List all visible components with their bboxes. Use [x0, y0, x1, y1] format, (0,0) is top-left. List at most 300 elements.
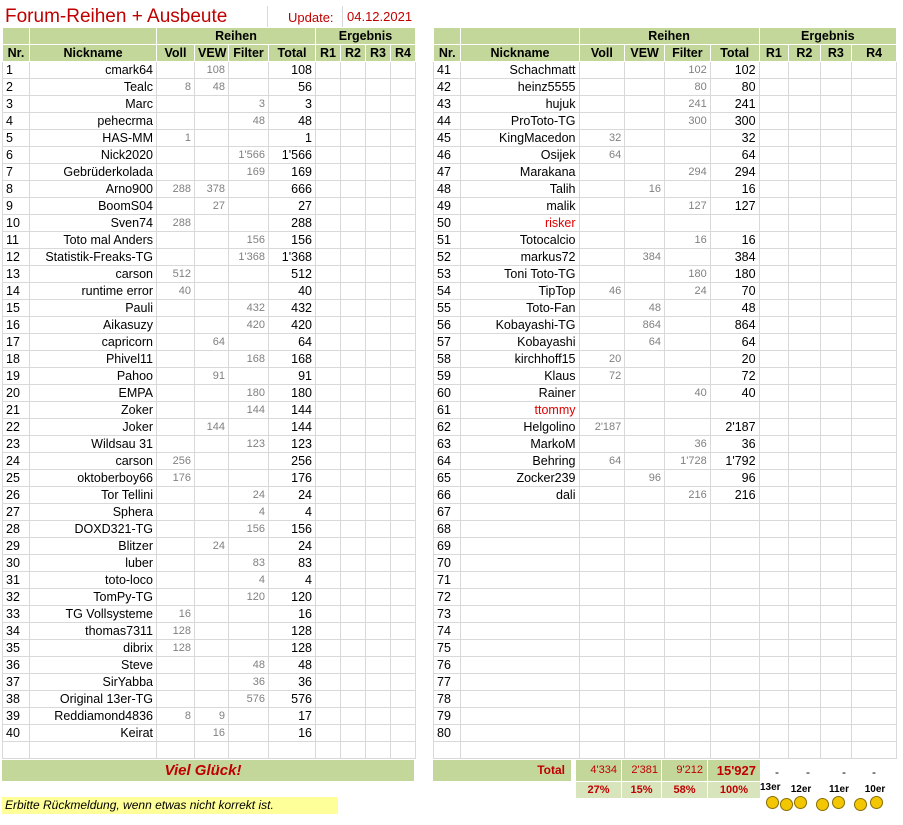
nickname-cell[interactable]: Gebrüderkolada: [30, 164, 157, 181]
r3-cell[interactable]: [366, 62, 391, 79]
voll-cell[interactable]: [157, 555, 195, 572]
r4-cell[interactable]: [852, 181, 897, 198]
row-number[interactable]: 22: [3, 419, 30, 436]
voll-cell[interactable]: [579, 232, 625, 249]
row-number[interactable]: 30: [3, 555, 30, 572]
filter-cell[interactable]: 4: [229, 572, 269, 589]
r1-cell[interactable]: [316, 419, 341, 436]
nickname-cell[interactable]: dibrix: [30, 640, 157, 657]
row-number[interactable]: 36: [3, 657, 30, 674]
row-number[interactable]: 55: [434, 300, 461, 317]
r2-cell[interactable]: [341, 725, 366, 742]
nickname-cell[interactable]: Sphera: [30, 504, 157, 521]
r4-cell[interactable]: [852, 436, 897, 453]
r2-cell[interactable]: [341, 402, 366, 419]
r4-cell[interactable]: [852, 96, 897, 113]
empty-cell[interactable]: [391, 742, 416, 759]
nickname-cell[interactable]: [461, 708, 579, 725]
total-cell[interactable]: 180: [710, 266, 759, 283]
filter-cell[interactable]: [664, 606, 710, 623]
total-cell[interactable]: 169: [269, 164, 316, 181]
nickname-cell[interactable]: ttommy: [461, 402, 579, 419]
filter-cell[interactable]: 420: [229, 317, 269, 334]
filter-cell[interactable]: 123: [229, 436, 269, 453]
row-number[interactable]: 78: [434, 691, 461, 708]
nickname-cell[interactable]: Steve: [30, 657, 157, 674]
voll-cell[interactable]: [579, 725, 625, 742]
r4-cell[interactable]: [852, 691, 897, 708]
voll-cell[interactable]: [157, 164, 195, 181]
total-cell[interactable]: 56: [269, 79, 316, 96]
r1-cell[interactable]: [316, 589, 341, 606]
total-cell[interactable]: 1'792: [710, 453, 759, 470]
empty-cell[interactable]: [30, 742, 157, 759]
nickname-cell[interactable]: Zoker: [30, 402, 157, 419]
total-cell[interactable]: [710, 708, 759, 725]
voll-cell[interactable]: [157, 113, 195, 130]
r2-cell[interactable]: [341, 300, 366, 317]
r3-cell[interactable]: [820, 419, 852, 436]
r1-cell[interactable]: [316, 198, 341, 215]
r4-cell[interactable]: [852, 62, 897, 79]
row-number[interactable]: 49: [434, 198, 461, 215]
filter-cell[interactable]: [664, 691, 710, 708]
voll-cell[interactable]: 128: [157, 623, 195, 640]
r1-cell[interactable]: [759, 504, 789, 521]
nickname-cell[interactable]: TipTop: [461, 283, 579, 300]
voll-cell[interactable]: [579, 623, 625, 640]
r4-cell[interactable]: [391, 249, 416, 266]
total-cell[interactable]: 2'187: [710, 419, 759, 436]
vew-cell[interactable]: [625, 232, 665, 249]
r4-cell[interactable]: [852, 538, 897, 555]
vew-cell[interactable]: [625, 606, 665, 623]
row-number[interactable]: 41: [434, 62, 461, 79]
vew-cell[interactable]: [625, 283, 665, 300]
voll-cell[interactable]: [157, 96, 195, 113]
total-cell[interactable]: 144: [269, 419, 316, 436]
voll-cell[interactable]: [579, 164, 625, 181]
r3-cell[interactable]: [366, 521, 391, 538]
total-cell[interactable]: 48: [269, 113, 316, 130]
filter-cell[interactable]: 36: [664, 436, 710, 453]
r3-cell[interactable]: [820, 504, 852, 521]
row-number[interactable]: 70: [434, 555, 461, 572]
r3-cell[interactable]: [366, 453, 391, 470]
r3-cell[interactable]: [820, 453, 852, 470]
filter-cell[interactable]: 127: [664, 198, 710, 215]
r3-cell[interactable]: [366, 470, 391, 487]
r1-cell[interactable]: [759, 572, 789, 589]
voll-cell[interactable]: [157, 62, 195, 79]
nickname-cell[interactable]: KingMacedon: [461, 130, 579, 147]
voll-cell[interactable]: 2'187: [579, 419, 625, 436]
r4-cell[interactable]: [852, 521, 897, 538]
r2-cell[interactable]: [341, 198, 366, 215]
total-cell[interactable]: 216: [710, 487, 759, 504]
vew-cell[interactable]: [195, 147, 229, 164]
r3-cell[interactable]: [366, 232, 391, 249]
vew-cell[interactable]: [195, 623, 229, 640]
nickname-cell[interactable]: ProToto-TG: [461, 113, 579, 130]
r2-cell[interactable]: [341, 164, 366, 181]
r3-cell[interactable]: [366, 487, 391, 504]
total-cell[interactable]: 512: [269, 266, 316, 283]
vew-cell[interactable]: 378: [195, 181, 229, 198]
r3-cell[interactable]: [366, 317, 391, 334]
r3-cell[interactable]: [820, 317, 852, 334]
voll-cell[interactable]: [579, 113, 625, 130]
filter-cell[interactable]: 24: [664, 283, 710, 300]
r1-cell[interactable]: [316, 572, 341, 589]
r4-cell[interactable]: [391, 317, 416, 334]
voll-cell[interactable]: 8: [157, 708, 195, 725]
r3-cell[interactable]: [820, 249, 852, 266]
filter-cell[interactable]: [229, 606, 269, 623]
r1-cell[interactable]: [759, 368, 789, 385]
vew-cell[interactable]: [195, 487, 229, 504]
r3-cell[interactable]: [366, 708, 391, 725]
vew-cell[interactable]: [195, 691, 229, 708]
nickname-cell[interactable]: Joker: [30, 419, 157, 436]
vew-cell[interactable]: [195, 521, 229, 538]
nickname-cell[interactable]: Blitzer: [30, 538, 157, 555]
total-cell[interactable]: [710, 555, 759, 572]
r1-cell[interactable]: [316, 623, 341, 640]
vew-cell[interactable]: [625, 521, 665, 538]
row-number[interactable]: 17: [3, 334, 30, 351]
r4-cell[interactable]: [391, 266, 416, 283]
row-number[interactable]: 71: [434, 572, 461, 589]
r1-cell[interactable]: [316, 113, 341, 130]
total-cell[interactable]: 144: [269, 402, 316, 419]
r4-cell[interactable]: [852, 164, 897, 181]
r1-cell[interactable]: [316, 317, 341, 334]
row-number[interactable]: 79: [434, 708, 461, 725]
total-cell[interactable]: 108: [269, 62, 316, 79]
r3-cell[interactable]: [366, 504, 391, 521]
row-number[interactable]: 77: [434, 674, 461, 691]
empty-cell[interactable]: [625, 742, 665, 759]
nickname-cell[interactable]: [461, 674, 579, 691]
r2-cell[interactable]: [789, 300, 821, 317]
voll-cell[interactable]: [157, 657, 195, 674]
vew-cell[interactable]: 96: [625, 470, 665, 487]
r3-cell[interactable]: [366, 334, 391, 351]
r1-cell[interactable]: [316, 521, 341, 538]
nickname-cell[interactable]: runtime error: [30, 283, 157, 300]
r2-cell[interactable]: [341, 368, 366, 385]
r2-cell[interactable]: [789, 470, 821, 487]
row-number[interactable]: 8: [3, 181, 30, 198]
vew-cell[interactable]: [195, 555, 229, 572]
nickname-cell[interactable]: Reddiamond4836: [30, 708, 157, 725]
row-number[interactable]: 66: [434, 487, 461, 504]
vew-cell[interactable]: [195, 283, 229, 300]
r2-cell[interactable]: [341, 521, 366, 538]
row-number[interactable]: 47: [434, 164, 461, 181]
r1-cell[interactable]: [316, 606, 341, 623]
r3-cell[interactable]: [366, 589, 391, 606]
nickname-cell[interactable]: Keirat: [30, 725, 157, 742]
r3-cell[interactable]: [820, 674, 852, 691]
row-number[interactable]: 12: [3, 249, 30, 266]
r1-cell[interactable]: [759, 487, 789, 504]
voll-cell[interactable]: [579, 521, 625, 538]
r2-cell[interactable]: [341, 538, 366, 555]
total-cell[interactable]: 40: [710, 385, 759, 402]
filter-cell[interactable]: [664, 572, 710, 589]
vew-cell[interactable]: [625, 487, 665, 504]
r4-cell[interactable]: [391, 470, 416, 487]
nickname-cell[interactable]: [461, 555, 579, 572]
r4-cell[interactable]: [391, 640, 416, 657]
r1-cell[interactable]: [759, 589, 789, 606]
nickname-cell[interactable]: markus72: [461, 249, 579, 266]
r1-cell[interactable]: [316, 368, 341, 385]
r2-cell[interactable]: [341, 453, 366, 470]
filter-cell[interactable]: [664, 147, 710, 164]
r3-cell[interactable]: [820, 487, 852, 504]
vew-cell[interactable]: 16: [625, 181, 665, 198]
filter-cell[interactable]: [664, 623, 710, 640]
r1-cell[interactable]: [759, 249, 789, 266]
voll-cell[interactable]: [579, 589, 625, 606]
r1-cell[interactable]: [316, 436, 341, 453]
r4-cell[interactable]: [852, 640, 897, 657]
nickname-cell[interactable]: Pauli: [30, 300, 157, 317]
row-number[interactable]: 61: [434, 402, 461, 419]
r3-cell[interactable]: [820, 436, 852, 453]
r3-cell[interactable]: [820, 691, 852, 708]
r1-cell[interactable]: [316, 283, 341, 300]
r2-cell[interactable]: [789, 572, 821, 589]
vew-cell[interactable]: [625, 691, 665, 708]
r2-cell[interactable]: [789, 232, 821, 249]
row-number[interactable]: 16: [3, 317, 30, 334]
r1-cell[interactable]: [759, 674, 789, 691]
r2-cell[interactable]: [789, 521, 821, 538]
r1-cell[interactable]: [316, 385, 341, 402]
vew-cell[interactable]: 27: [195, 198, 229, 215]
r1-cell[interactable]: [316, 215, 341, 232]
filter-cell[interactable]: [229, 708, 269, 725]
r4-cell[interactable]: [391, 674, 416, 691]
r4-cell[interactable]: [391, 130, 416, 147]
filter-cell[interactable]: [664, 249, 710, 266]
filter-cell[interactable]: [229, 62, 269, 79]
filter-cell[interactable]: [229, 283, 269, 300]
empty-cell[interactable]: [461, 742, 579, 759]
voll-cell[interactable]: [157, 300, 195, 317]
r1-cell[interactable]: [316, 79, 341, 96]
r2-cell[interactable]: [789, 317, 821, 334]
r4-cell[interactable]: [852, 113, 897, 130]
r2-cell[interactable]: [341, 317, 366, 334]
total-cell[interactable]: 102: [710, 62, 759, 79]
nickname-cell[interactable]: heinz5555: [461, 79, 579, 96]
r2-cell[interactable]: [789, 419, 821, 436]
vew-cell[interactable]: [195, 164, 229, 181]
filter-cell[interactable]: 576: [229, 691, 269, 708]
filter-cell[interactable]: 24: [229, 487, 269, 504]
total-cell[interactable]: 48: [269, 657, 316, 674]
total-cell[interactable]: 432: [269, 300, 316, 317]
filter-cell[interactable]: [664, 215, 710, 232]
r3-cell[interactable]: [820, 555, 852, 572]
row-number[interactable]: 39: [3, 708, 30, 725]
r1-cell[interactable]: [316, 691, 341, 708]
vew-cell[interactable]: [625, 419, 665, 436]
voll-cell[interactable]: [157, 368, 195, 385]
r4-cell[interactable]: [852, 657, 897, 674]
voll-cell[interactable]: 288: [157, 215, 195, 232]
voll-cell[interactable]: [579, 657, 625, 674]
r3-cell[interactable]: [820, 538, 852, 555]
r1-cell[interactable]: [316, 708, 341, 725]
filter-cell[interactable]: 180: [229, 385, 269, 402]
vew-cell[interactable]: [195, 351, 229, 368]
voll-cell[interactable]: [579, 402, 625, 419]
nickname-cell[interactable]: Phivel11: [30, 351, 157, 368]
nickname-cell[interactable]: Wildsau 31: [30, 436, 157, 453]
nickname-cell[interactable]: Zocker239: [461, 470, 579, 487]
total-cell[interactable]: [710, 572, 759, 589]
row-number[interactable]: 15: [3, 300, 30, 317]
voll-cell[interactable]: [579, 79, 625, 96]
r2-cell[interactable]: [789, 385, 821, 402]
voll-cell[interactable]: [579, 436, 625, 453]
total-cell[interactable]: 120: [269, 589, 316, 606]
r3-cell[interactable]: [820, 96, 852, 113]
r3-cell[interactable]: [820, 283, 852, 300]
filter-cell[interactable]: 36: [229, 674, 269, 691]
total-cell[interactable]: 294: [710, 164, 759, 181]
r2-cell[interactable]: [341, 113, 366, 130]
vew-cell[interactable]: [195, 402, 229, 419]
r1-cell[interactable]: [759, 232, 789, 249]
row-number[interactable]: 58: [434, 351, 461, 368]
filter-cell[interactable]: 169: [229, 164, 269, 181]
nickname-cell[interactable]: pehecrma: [30, 113, 157, 130]
nickname-cell[interactable]: Statistik-Freaks-TG: [30, 249, 157, 266]
r1-cell[interactable]: [316, 453, 341, 470]
total-cell[interactable]: 96: [710, 470, 759, 487]
vew-cell[interactable]: [625, 640, 665, 657]
r4-cell[interactable]: [391, 521, 416, 538]
vew-cell[interactable]: 48: [625, 300, 665, 317]
filter-cell[interactable]: 294: [664, 164, 710, 181]
r3-cell[interactable]: [366, 640, 391, 657]
vew-cell[interactable]: [625, 623, 665, 640]
r4-cell[interactable]: [391, 113, 416, 130]
row-number[interactable]: 21: [3, 402, 30, 419]
r3-cell[interactable]: [366, 300, 391, 317]
total-cell[interactable]: 80: [710, 79, 759, 96]
voll-cell[interactable]: [157, 572, 195, 589]
vew-cell[interactable]: [625, 62, 665, 79]
r2-cell[interactable]: [341, 232, 366, 249]
row-number[interactable]: 6: [3, 147, 30, 164]
total-cell[interactable]: [710, 691, 759, 708]
filter-cell[interactable]: [664, 300, 710, 317]
filter-cell[interactable]: 156: [229, 232, 269, 249]
total-cell[interactable]: 24: [269, 538, 316, 555]
r2-cell[interactable]: [789, 79, 821, 96]
vew-cell[interactable]: [625, 385, 665, 402]
r4-cell[interactable]: [852, 283, 897, 300]
nickname-cell[interactable]: Tealc: [30, 79, 157, 96]
vew-cell[interactable]: [625, 351, 665, 368]
r3-cell[interactable]: [820, 79, 852, 96]
filter-cell[interactable]: [664, 419, 710, 436]
r4-cell[interactable]: [852, 674, 897, 691]
r2-cell[interactable]: [341, 79, 366, 96]
filter-cell[interactable]: [664, 470, 710, 487]
r4-cell[interactable]: [391, 708, 416, 725]
vew-cell[interactable]: 91: [195, 368, 229, 385]
voll-cell[interactable]: [579, 300, 625, 317]
r4-cell[interactable]: [391, 351, 416, 368]
r2-cell[interactable]: [789, 96, 821, 113]
r3-cell[interactable]: [820, 62, 852, 79]
r3-cell[interactable]: [820, 266, 852, 283]
total-cell[interactable]: 64: [710, 334, 759, 351]
nickname-cell[interactable]: thomas7311: [30, 623, 157, 640]
filter-cell[interactable]: [664, 538, 710, 555]
row-number[interactable]: 67: [434, 504, 461, 521]
r3-cell[interactable]: [820, 470, 852, 487]
vew-cell[interactable]: [625, 368, 665, 385]
r1-cell[interactable]: [316, 640, 341, 657]
r3-cell[interactable]: [820, 113, 852, 130]
nickname-cell[interactable]: dali: [461, 487, 579, 504]
row-number[interactable]: 69: [434, 538, 461, 555]
r2-cell[interactable]: [341, 96, 366, 113]
row-number[interactable]: 73: [434, 606, 461, 623]
filter-cell[interactable]: [229, 334, 269, 351]
nickname-cell[interactable]: EMPA: [30, 385, 157, 402]
row-number[interactable]: 34: [3, 623, 30, 640]
total-cell[interactable]: 36: [710, 436, 759, 453]
voll-cell[interactable]: [579, 334, 625, 351]
r3-cell[interactable]: [820, 623, 852, 640]
row-number[interactable]: 80: [434, 725, 461, 742]
filter-cell[interactable]: 241: [664, 96, 710, 113]
filter-cell[interactable]: [664, 708, 710, 725]
voll-cell[interactable]: 256: [157, 453, 195, 470]
r3-cell[interactable]: [366, 130, 391, 147]
r2-cell[interactable]: [341, 674, 366, 691]
filter-cell[interactable]: 168: [229, 351, 269, 368]
row-number[interactable]: 26: [3, 487, 30, 504]
total-cell[interactable]: 384: [710, 249, 759, 266]
filter-cell[interactable]: [229, 79, 269, 96]
row-number[interactable]: 2: [3, 79, 30, 96]
r1-cell[interactable]: [759, 79, 789, 96]
nickname-cell[interactable]: Nick2020: [30, 147, 157, 164]
nickname-cell[interactable]: toto-loco: [30, 572, 157, 589]
r1-cell[interactable]: [316, 164, 341, 181]
nickname-cell[interactable]: Rainer: [461, 385, 579, 402]
row-number[interactable]: 40: [3, 725, 30, 742]
nickname-cell[interactable]: malik: [461, 198, 579, 215]
voll-cell[interactable]: [579, 198, 625, 215]
r4-cell[interactable]: [852, 266, 897, 283]
vew-cell[interactable]: [625, 79, 665, 96]
r3-cell[interactable]: [820, 708, 852, 725]
r2-cell[interactable]: [789, 283, 821, 300]
